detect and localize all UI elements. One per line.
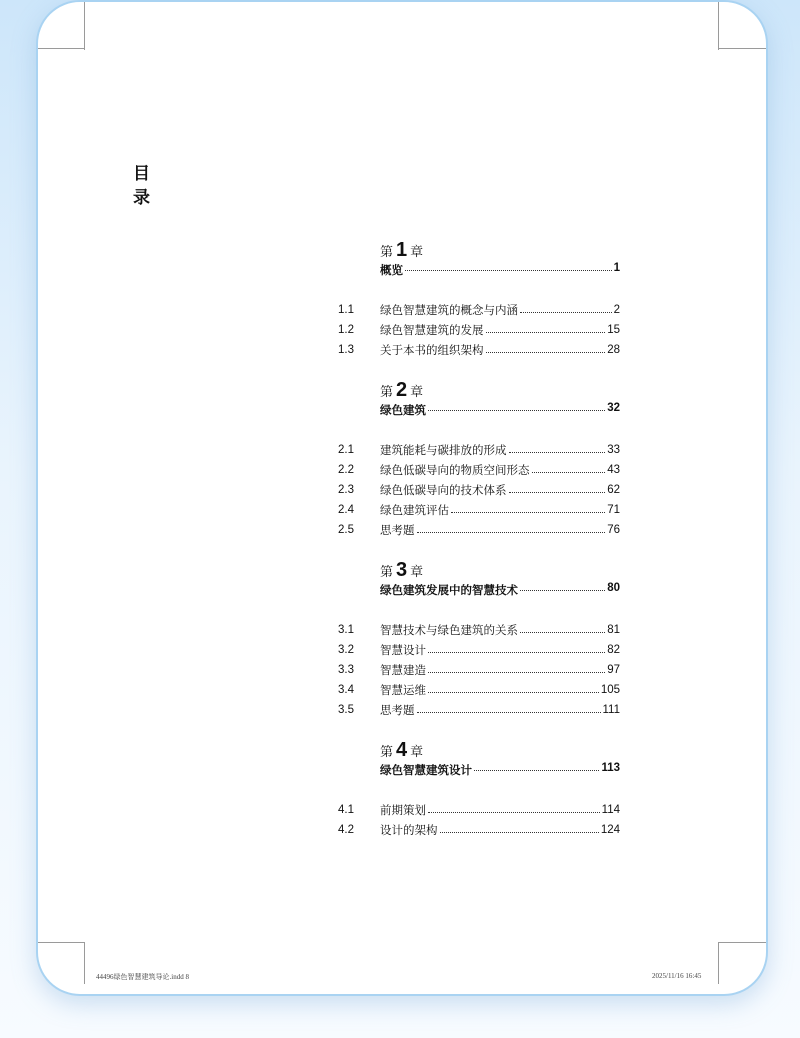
toc-title-char: 录 bbox=[133, 188, 150, 207]
section-number: 1.2 bbox=[338, 324, 354, 336]
toc-entry[interactable] bbox=[338, 620, 620, 640]
section-number: 3.3 bbox=[338, 664, 354, 676]
chapter-suffix: 章 bbox=[410, 744, 424, 759]
section-title: 绿色智慧建筑的发展 bbox=[380, 325, 484, 337]
crop-mark-bottom-left-v bbox=[84, 942, 85, 984]
chapter-page: 80 bbox=[607, 582, 620, 594]
section-page: 111 bbox=[602, 704, 620, 716]
section-number: 2.2 bbox=[338, 464, 354, 476]
leader-dots bbox=[428, 644, 605, 653]
chapter-heading bbox=[380, 740, 620, 760]
chapter-3 bbox=[338, 559, 620, 720]
section-page: 28 bbox=[607, 344, 620, 356]
chapter-title-row[interactable] bbox=[380, 402, 620, 418]
chapter-title: 绿色智慧建筑设计 bbox=[380, 765, 472, 777]
leader-dots bbox=[532, 464, 606, 473]
section-number: 3.4 bbox=[338, 684, 354, 696]
chapter-prefix: 第 bbox=[380, 244, 394, 259]
section-page: 71 bbox=[607, 504, 620, 516]
section-title: 思考题 bbox=[380, 705, 415, 717]
chapter-prefix: 第 bbox=[380, 744, 394, 759]
section-page: 97 bbox=[607, 664, 620, 676]
section-title: 智慧技术与绿色建筑的关系 bbox=[380, 625, 518, 637]
leader-dots bbox=[520, 304, 612, 313]
chapter-prefix: 第 bbox=[380, 564, 394, 579]
section-number: 2.1 bbox=[338, 444, 354, 456]
chapter-page: 113 bbox=[601, 762, 620, 774]
section-title: 绿色低碳导向的物质空间形态 bbox=[380, 465, 530, 477]
toc-entry[interactable] bbox=[338, 820, 620, 840]
chapter-suffix: 章 bbox=[410, 564, 424, 579]
toc-entry[interactable] bbox=[338, 340, 620, 360]
section-number: 1.3 bbox=[338, 344, 354, 356]
section-page: 76 bbox=[607, 524, 620, 536]
section-title: 智慧运维 bbox=[380, 685, 426, 697]
leader-dots bbox=[486, 324, 606, 333]
section-number: 1.1 bbox=[338, 304, 354, 316]
crop-mark-bottom-right-h bbox=[718, 942, 766, 943]
section-number: 3.1 bbox=[338, 624, 354, 636]
toc-entry[interactable] bbox=[338, 480, 620, 500]
book-page bbox=[36, 0, 768, 996]
chapter-heading bbox=[380, 560, 620, 580]
leader-dots bbox=[428, 664, 605, 673]
section-title: 前期策划 bbox=[380, 805, 426, 817]
chapter-title-row[interactable] bbox=[380, 262, 620, 278]
footer-file-name: 44496绿色智慧建筑导论.indd 8 bbox=[96, 973, 189, 981]
section-page: 124 bbox=[600, 824, 620, 836]
leader-dots bbox=[509, 484, 606, 493]
section-number: 3.5 bbox=[338, 704, 354, 716]
toc-entry[interactable] bbox=[338, 300, 620, 320]
chapter-number: 3 bbox=[396, 559, 408, 581]
chapter-number: 2 bbox=[396, 379, 408, 401]
leader-dots bbox=[428, 402, 605, 411]
chapter-title: 概览 bbox=[380, 265, 403, 277]
chapter-prefix: 第 bbox=[380, 384, 394, 399]
toc-entry[interactable] bbox=[338, 660, 620, 680]
toc-entry[interactable] bbox=[338, 440, 620, 460]
section-page: 82 bbox=[607, 644, 620, 656]
section-title: 绿色建筑评估 bbox=[380, 505, 449, 517]
section-title: 智慧设计 bbox=[380, 645, 426, 657]
crop-mark-bottom-left-h bbox=[38, 942, 84, 943]
chapter-2 bbox=[338, 379, 620, 540]
section-title: 思考题 bbox=[380, 525, 415, 537]
chapter-title: 绿色建筑发展中的智慧技术 bbox=[380, 585, 518, 597]
chapter-page: 1 bbox=[613, 262, 620, 274]
leader-dots bbox=[428, 804, 600, 813]
leader-dots bbox=[509, 444, 606, 453]
section-title: 关于本书的组织架构 bbox=[380, 345, 484, 357]
crop-mark-top-right-h bbox=[718, 48, 766, 49]
section-page: 81 bbox=[607, 624, 620, 636]
toc-entry[interactable] bbox=[338, 460, 620, 480]
section-title: 绿色低碳导向的技术体系 bbox=[380, 485, 507, 497]
chapter-title-row[interactable] bbox=[380, 762, 620, 778]
section-page: 105 bbox=[600, 684, 620, 696]
crop-mark-bottom-right-v bbox=[718, 942, 719, 984]
chapter-suffix: 章 bbox=[410, 384, 424, 399]
chapter-number: 4 bbox=[396, 739, 408, 761]
toc-entry[interactable] bbox=[338, 320, 620, 340]
toc-entry[interactable] bbox=[338, 700, 620, 720]
section-number: 3.2 bbox=[338, 644, 354, 656]
section-title: 绿色智慧建筑的概念与内涵 bbox=[380, 305, 518, 317]
crop-mark-top-left-v bbox=[84, 2, 85, 50]
leader-dots bbox=[520, 624, 605, 633]
leader-dots bbox=[486, 344, 606, 353]
leader-dots bbox=[440, 824, 599, 833]
leader-dots bbox=[417, 704, 601, 713]
chapter-number: 1 bbox=[396, 239, 408, 261]
chapter-4 bbox=[338, 739, 620, 840]
chapter-1 bbox=[338, 239, 620, 360]
leader-dots bbox=[474, 762, 599, 771]
chapter-heading bbox=[380, 240, 620, 260]
leader-dots bbox=[405, 262, 612, 271]
crop-mark-top-left-h bbox=[38, 48, 84, 49]
section-page: 2 bbox=[613, 304, 620, 316]
toc-entry[interactable] bbox=[338, 800, 620, 820]
section-number: 2.5 bbox=[338, 524, 354, 536]
section-title: 设计的架构 bbox=[380, 825, 438, 837]
crop-mark-top-right-v bbox=[718, 2, 719, 50]
section-title: 智慧建造 bbox=[380, 665, 426, 677]
leader-dots bbox=[417, 524, 606, 533]
section-number: 2.3 bbox=[338, 484, 354, 496]
section-page: 62 bbox=[607, 484, 620, 496]
leader-dots bbox=[520, 582, 605, 591]
section-number: 4.1 bbox=[338, 804, 354, 816]
section-page: 33 bbox=[607, 444, 620, 456]
section-page: 43 bbox=[607, 464, 620, 476]
toc-entry[interactable] bbox=[338, 520, 620, 540]
section-number: 4.2 bbox=[338, 824, 354, 836]
chapter-title-row[interactable] bbox=[380, 582, 620, 598]
toc-entry[interactable] bbox=[338, 500, 620, 520]
toc-title-char: 目 bbox=[133, 164, 150, 183]
chapter-suffix: 章 bbox=[410, 244, 424, 259]
section-number: 2.4 bbox=[338, 504, 354, 516]
toc-entry[interactable] bbox=[338, 680, 620, 700]
section-page: 15 bbox=[607, 324, 620, 336]
section-page: 114 bbox=[601, 804, 620, 816]
chapter-title: 绿色建筑 bbox=[380, 405, 426, 417]
toc-title bbox=[133, 162, 150, 210]
section-title: 建筑能耗与碳排放的形成 bbox=[380, 445, 507, 457]
leader-dots bbox=[451, 504, 605, 513]
toc-entry[interactable] bbox=[338, 640, 620, 660]
leader-dots bbox=[428, 684, 599, 693]
chapter-page: 32 bbox=[607, 402, 620, 414]
footer-timestamp: 2025/11/16 16:45 bbox=[652, 972, 702, 980]
chapter-heading bbox=[380, 380, 620, 400]
